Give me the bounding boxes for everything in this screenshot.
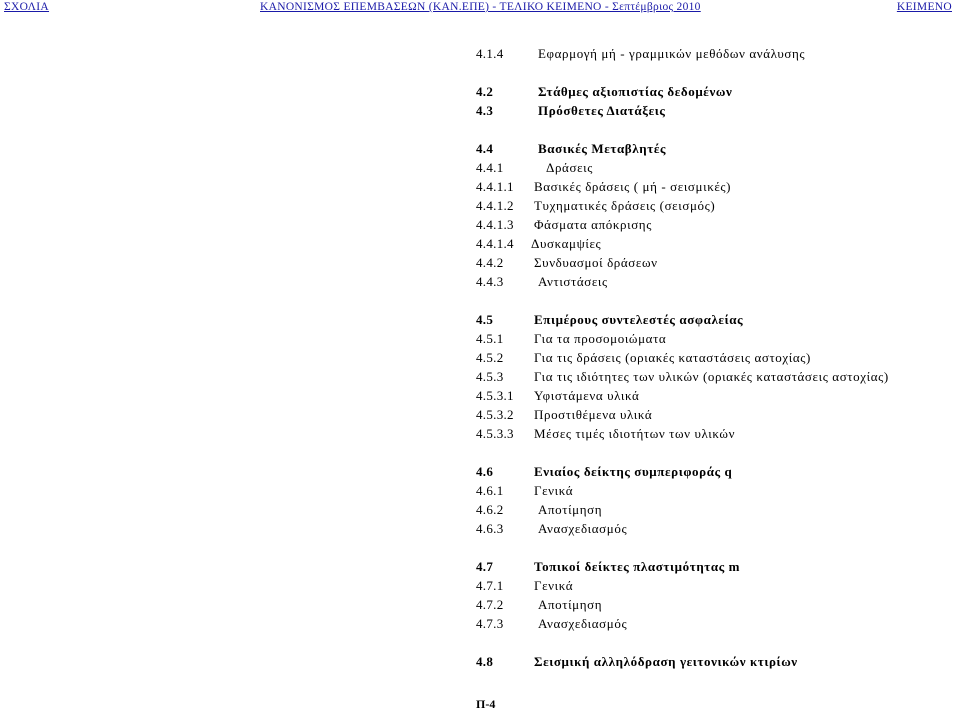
page-header [0, 0, 960, 16]
toc-entry-title: Επιμέρους συντελεστές ασφαλείας [534, 312, 744, 327]
toc-entry-title: Για τις δράσεις (οριακές καταστάσεις αστοχίας) [534, 350, 811, 365]
toc-entry-title: Ανασχεδιασμός [538, 521, 628, 536]
toc-entry-number: 4.6.3 [476, 521, 504, 536]
toc-entry-number: 4.7 [476, 559, 494, 574]
toc-entry-title: Πρόσθετες Διατάξεις [538, 103, 666, 118]
header-link-comments[interactable]: ΣΧΟΛΙΑ [4, 1, 50, 13]
toc-entry-number: 4.4.2 [476, 255, 504, 270]
toc-entry-title: Φάσματα απόκρισης [534, 217, 652, 232]
toc-entry-number: 4.7.1 [476, 578, 504, 593]
toc-entry-title: Βασικές Μεταβλητές [538, 141, 667, 156]
toc-entry-title: Αντιστάσεις [538, 274, 608, 289]
toc-entry-number: 4.3 [476, 103, 494, 118]
toc-entry-number: 4.4.1.1 [476, 179, 514, 194]
toc-entry-title: Στάθμες αξιοπιστίας δεδομένων [538, 84, 733, 99]
toc-entry-number: 4.5.2 [476, 350, 504, 365]
toc-entry-title: Αποτίμηση [538, 597, 603, 612]
toc-entry-title: Για τις ιδιότητες των υλικών (οριακές καταστάσεις αστοχίας) [534, 369, 889, 384]
toc-entry-number: 4.4.1.3 [476, 217, 514, 232]
toc-entry-title: Αποτίμηση [538, 502, 603, 517]
toc-entry-title: Μέσες τιμές ιδιοτήτων των υλικών [534, 426, 736, 441]
toc-entry-title: Ανασχεδιασμός [538, 616, 628, 631]
toc-entry-title: Υφιστάμενα υλικά [534, 388, 640, 403]
toc-entry-number: 4.5.3 [476, 369, 504, 384]
toc-entry-number: 4.4 [476, 141, 494, 156]
toc-entry-number: 4.4.1.4 [476, 236, 514, 251]
page-number: Π-4 [476, 697, 496, 711]
toc-entry-title: Τοπικοί δείκτες πλαστιμότητας m [534, 559, 741, 574]
toc-entry-title: Σεισμική αλληλόδραση γειτονικών κτιρίων [534, 654, 798, 669]
header-link-text[interactable]: ΚΕΙΜΕΝΟ [896, 1, 952, 13]
toc-entry-title: Βασικές δράσεις ( μή - σεισμικές) [534, 179, 732, 194]
toc-entry-number: 4.6.2 [476, 502, 504, 517]
toc-entry-number: 4.4.1.2 [476, 198, 514, 213]
toc-entry-number: 4.7.3 [476, 616, 504, 631]
toc-entry-number: 4.8 [476, 654, 494, 669]
toc-entry-title: Προστιθέμενα υλικά [534, 407, 653, 422]
header-document-title[interactable]: ΚΑΝΟΝΙΣΜΟΣ ΕΠΕΜΒΑΣΕΩΝ (ΚΑΝ.ΕΠΕ) - ΤΕΛΙΚΟ ΚΕΙΜΕΝΟ - Σεπτέμβριος 2010 [260, 1, 701, 13]
toc-entry-number: 4.5 [476, 312, 494, 327]
toc-entry-number: 4.5.3.2 [476, 407, 514, 422]
toc-entry-number: 4.1.4 [476, 46, 504, 61]
toc-entry-number: 4.4.1 [476, 160, 504, 175]
toc-entry-title: Συνδυασμοί δράσεων [534, 255, 658, 270]
toc-entry-number: 4.4.3 [476, 274, 504, 289]
toc-entry-number: 4.5.3.1 [476, 388, 514, 403]
toc-entry-number: 4.2 [476, 84, 494, 99]
toc-entry-number: 4.6.1 [476, 483, 504, 498]
toc-entry-title: Δράσεις [546, 160, 593, 175]
toc-entry-title: Γενικά [534, 483, 574, 498]
toc-entry-number: 4.6 [476, 464, 494, 479]
toc-entry-title: Ενιαίος δείκτης συμπεριφοράς q [534, 464, 733, 479]
toc-entry-number: 4.7.2 [476, 597, 504, 612]
toc-entry-title: Εφαρμογή μή - γραμμικών μεθόδων ανάλυσης [538, 46, 806, 61]
toc-entry-number: 4.5.3.3 [476, 426, 514, 441]
toc-entry-title: Τυχηματικές δράσεις (σεισμός) [534, 198, 716, 213]
toc-entry-title: Δυσκαμψίες [531, 236, 602, 251]
toc-entry-title: Γενικά [534, 578, 574, 593]
toc-entry-title: Για τα προσομοιώματα [534, 331, 667, 346]
toc-entry-number: 4.5.1 [476, 331, 504, 346]
